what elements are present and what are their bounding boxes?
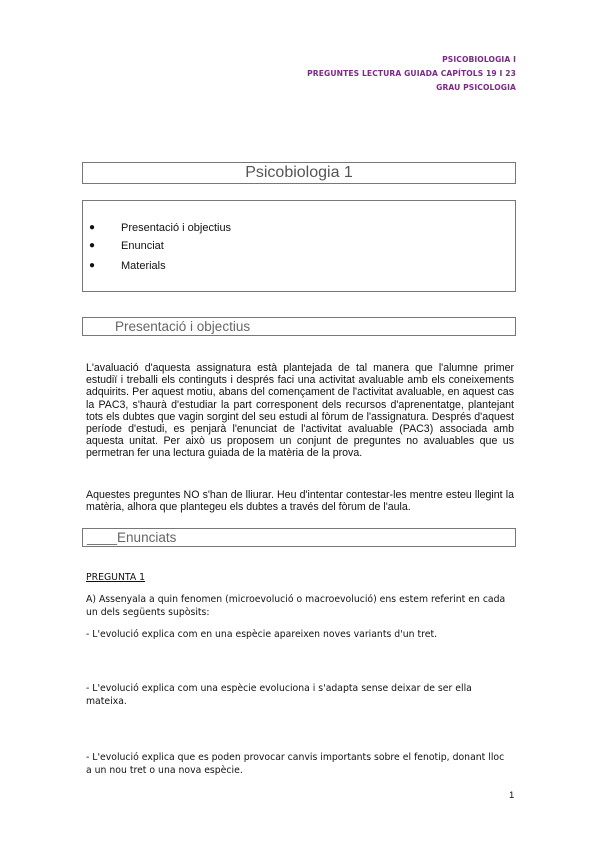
intro-paragraph: L'avaluació d'aquesta assignatura està plantejada de tal manera que l'alumne primer estudiï i treballi els continguts i després faci una activitat avaluable amb els coneixements adquirits. Per aquest motiu, abans del començament de l'activitat avaluable, en aquest cas la PAC3, s'haurà d'estudiar la part corresponent dels recursos d'aprenentatge, plantejant tots els dubtes que vagin sorgint del seu estudi al fòrum de l'assignatura. Després d'aquest període d'estudi, es penjarà l'enunciat de l'activitat avaluable (PAC3) associada amb aquesta unitat. Per això us proposem un conjunt de preguntes no avaluables que us permetran fer una lectura guiada de la matèria de la prova. [86,362,514,460]
document-title: Psicobiologia 1 [245,164,353,181]
toc-item-label: Presentació i objectius [121,222,232,234]
header-line-3: GRAU PSICOLOGIA [436,83,516,92]
header-line-2: PREGUNTES LECTURA GUIADA CAPÍTOLS 19 I 23 [307,69,516,78]
section-heading-text: Enunciats [117,530,177,545]
note-paragraph: Aquestes preguntes NO s'han de lliurar. Heu d'intentar contestar-les mentre esteu llegint la matèria, alhora que plantegeu els dubtes a través del fòrum de l'aula. [86,489,514,514]
section-heading-presentacio [82,317,516,336]
section-heading-text: Presentació i objectius [115,319,251,334]
bullet-icon: ● [89,260,96,271]
toc-item-label: Enunciat [121,240,164,252]
bullet-icon: ● [89,240,96,251]
question-item: - L'evolució explica com en una espècie apareixen noves variants d'un tret. [86,629,438,640]
question-item: - L'evolució explica que es poden provocar canvis importants sobre el fenotip, donant lloc a un nou tret o una nova espècie. [86,752,505,776]
header-line-1: PSICOBIOLOGIA I [442,55,516,64]
section-heading-prefix: ____ [87,530,118,545]
question-item: - L'evolució explica com una espècie evoluciona i s'adapta sense deixar de ser ella mateixa. [86,683,472,707]
page-number: 1 [509,790,515,801]
document-title-box [82,162,516,184]
section-heading-enunciats [82,528,516,547]
bullet-icon: ● [89,222,96,233]
question-heading: PREGUNTA 1 [86,572,146,583]
table-of-contents [82,200,516,292]
toc-item-label: Materials [121,260,166,272]
question-intro: A) Assenyala a quin fenomen (microevolució o macroevolució) ens estem referint en cada un dels següents supòsits: [86,594,506,618]
